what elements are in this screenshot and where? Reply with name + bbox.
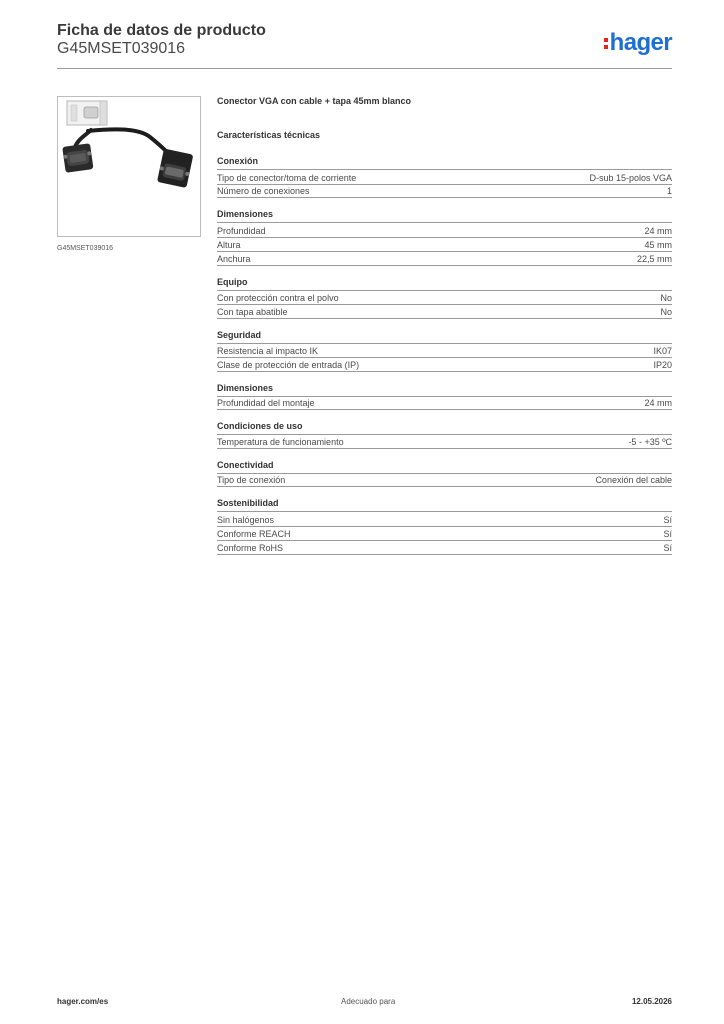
spec-title: Características técnicas — [217, 130, 321, 140]
document-title: Ficha de datos de producto — [57, 22, 266, 39]
spec-row — [217, 222, 672, 237]
spec-value: 24 mm — [644, 398, 672, 408]
section-title: Condiciones de uso — [217, 421, 303, 431]
spec-row — [217, 184, 672, 199]
spec-label: Sin halógenos — [217, 514, 275, 525]
spec-row — [217, 526, 672, 541]
spec-value: Sí — [663, 514, 672, 525]
spec-label: Anchura — [217, 253, 251, 264]
spec-row — [217, 169, 672, 184]
spec-label: Temperatura de funcionamiento — [217, 436, 344, 447]
logo-text: hager — [609, 29, 672, 56]
spec-label: Profundidad del montaje — [217, 398, 315, 408]
spec-section — [217, 383, 672, 411]
spec-value: IP20 — [653, 359, 672, 370]
spec-section — [217, 330, 672, 372]
spec-label: Con protección contra el polvo — [217, 293, 339, 303]
spec-section — [217, 277, 672, 319]
spec-value: IK07 — [653, 346, 672, 356]
footer-website: hager.com/es — [57, 997, 109, 1006]
spec-label: Conforme REACH — [217, 529, 291, 539]
spec-label: Tipo de conector/toma de corriente — [217, 172, 357, 183]
section-title: Dimensiones — [217, 209, 274, 219]
spec-table — [217, 222, 672, 266]
section-title: Dimensiones — [217, 382, 274, 393]
spec-row — [217, 357, 672, 372]
image-caption: G45MSET039016 — [57, 245, 114, 252]
spec-value: Sí — [663, 529, 672, 539]
spec-value: 24 mm — [644, 225, 672, 236]
product-name: Conector VGA con cable + tapa 45mm blanco — [217, 96, 411, 106]
spec-section — [217, 498, 672, 555]
spec-value: 22,5 mm — [636, 253, 672, 264]
spec-label: Número de conexiones — [217, 186, 310, 196]
spec-value: No — [660, 293, 672, 303]
spec-row — [217, 304, 672, 319]
spec-row — [217, 343, 672, 358]
spec-label: Tipo de conexión — [217, 475, 286, 485]
spec-label: Con tapa abatible — [217, 306, 288, 317]
spec-row — [217, 473, 672, 488]
section-title: Seguridad — [217, 329, 262, 340]
footer-date: 12.05.2026 — [631, 997, 672, 1006]
spec-label: Altura — [217, 240, 241, 250]
spec-value: 1 — [666, 186, 672, 196]
spec-table — [217, 511, 672, 555]
product-code: G45MSET039016 — [57, 40, 186, 57]
spec-table — [217, 169, 672, 198]
spec-value: Sí — [663, 542, 672, 553]
page-header — [57, 20, 672, 69]
spec-value: 45 mm — [644, 240, 672, 250]
spec-row — [217, 237, 672, 252]
spec-row — [217, 434, 672, 449]
section-title: Conexión — [217, 156, 259, 166]
section-title: Conectividad — [217, 459, 274, 470]
spec-table — [217, 343, 672, 372]
footer-center-text: Adecuado para — [341, 997, 396, 1006]
spec-section — [217, 460, 672, 488]
product-details — [217, 96, 672, 555]
spec-label: Clase de protección de entrada (IP) — [217, 359, 360, 370]
spec-label: Resistencia al impacto IK — [217, 346, 319, 356]
spec-label: Profundidad — [217, 225, 266, 236]
spec-table — [217, 434, 672, 449]
spec-table — [217, 396, 672, 411]
page-footer — [57, 995, 672, 1009]
spec-section — [217, 156, 672, 198]
product-image — [57, 96, 201, 237]
spec-row — [217, 290, 672, 305]
spec-section — [217, 421, 672, 449]
spec-row — [217, 540, 672, 555]
spec-row — [217, 396, 672, 411]
spec-table — [217, 290, 672, 319]
spec-value: Conexión del cable — [595, 475, 672, 485]
spec-row — [217, 511, 672, 526]
hager-logo — [604, 29, 672, 57]
spec-sections — [217, 156, 672, 555]
section-title: Sostenibilidad — [217, 498, 279, 508]
vga-connector-cable-photo-icon — [58, 97, 200, 236]
spec-value: No — [660, 306, 672, 317]
spec-label: Conforme RoHS — [217, 542, 284, 553]
spec-row — [217, 251, 672, 266]
logo-mark-icon — [604, 38, 608, 49]
spec-value: D-sub 15-polos VGA — [589, 172, 672, 183]
section-title: Equipo — [217, 276, 248, 287]
spec-table — [217, 473, 672, 488]
spec-value: -5 - +35 ºC — [628, 436, 672, 447]
spec-section — [217, 209, 672, 266]
